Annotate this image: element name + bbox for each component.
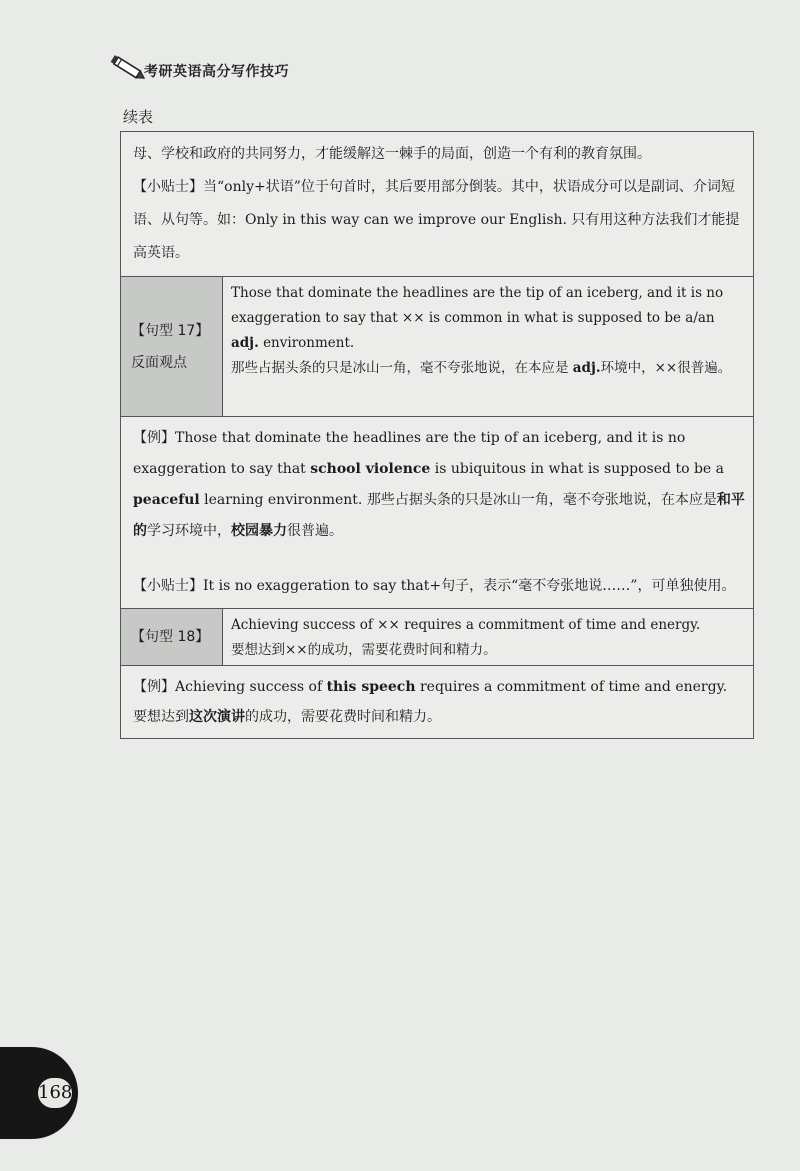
tip-paragraph bbox=[133, 171, 745, 270]
pattern-17-type: 反面观点 bbox=[131, 354, 187, 371]
pencil-icon bbox=[108, 54, 148, 82]
pattern-17-content bbox=[223, 277, 753, 416]
pattern-18-number: 【句型 18】 bbox=[131, 629, 210, 645]
pattern-18-chinese: 要想达到××的成功，需要花费时间和精力。 bbox=[231, 642, 497, 658]
table-row-continuation bbox=[121, 132, 753, 276]
running-header bbox=[108, 52, 408, 86]
table-row-pattern-17 bbox=[121, 276, 753, 416]
example-18-text: 【例】Achieving success of this speech requires a commitment of time and energy. 要想达到这次演讲的成功，需要花费时间和精力。 bbox=[133, 679, 728, 725]
pattern-17-chinese: 那些占据头条的只是冰山一角，毫不夸张地说，在本应是 adj.环境中，××很普遍。 bbox=[231, 360, 732, 376]
tip-tag: 【小贴士】 bbox=[133, 179, 203, 195]
header-title: 考研英语高分写作技巧 bbox=[144, 64, 289, 80]
table-row-example-18 bbox=[121, 665, 753, 738]
tip-paragraph-17: 【小贴士】It is no exaggeration to say that+句子，表示“毫不夸张地说……”，可单独使用。 bbox=[133, 578, 736, 594]
page-number: 168 bbox=[38, 1078, 72, 1108]
table-row-example-17 bbox=[121, 416, 753, 608]
pattern-18-english: Achieving success of ×× requires a commitment of time and energy. bbox=[231, 617, 701, 633]
table-row-pattern-18 bbox=[121, 608, 753, 665]
pattern-17-number: 【句型 17】 bbox=[131, 322, 210, 339]
tip-text: 当“only+状语”位于句首时，其后要用部分倒装。其中，状语成分可以是副词、介词短语、从句等。如：Only in this way can we improve our English. 只有用这种方法我们才能提高英语。 bbox=[133, 179, 740, 261]
continued-label: 续表 bbox=[123, 108, 154, 126]
pattern-18-content bbox=[223, 609, 753, 665]
continuation-text: 母、学校和政府的共同努力，才能缓解这一棘手的局面，创造一个有利的教育氛围。 bbox=[133, 146, 651, 162]
pattern-17-label bbox=[121, 277, 223, 416]
pattern-18-label bbox=[121, 609, 223, 665]
pattern-table bbox=[120, 131, 754, 739]
pattern-17-english: Those that dominate the headlines are the tip of an iceberg, and it is no exaggeration to say that ×× is common in what is supposed to be a/an adj. environment. bbox=[231, 285, 724, 351]
example-17-text: 【例】Those that dominate the headlines are the tip of an iceberg, and it is no exaggeration to say that school violence is ubiquitous in what is supposed to be a peaceful learning environment. 那些占据头条的只是冰山一角，毫不夸张地说，在本应是和平的学习环境中，校园暴力很普遍。 bbox=[133, 430, 745, 539]
